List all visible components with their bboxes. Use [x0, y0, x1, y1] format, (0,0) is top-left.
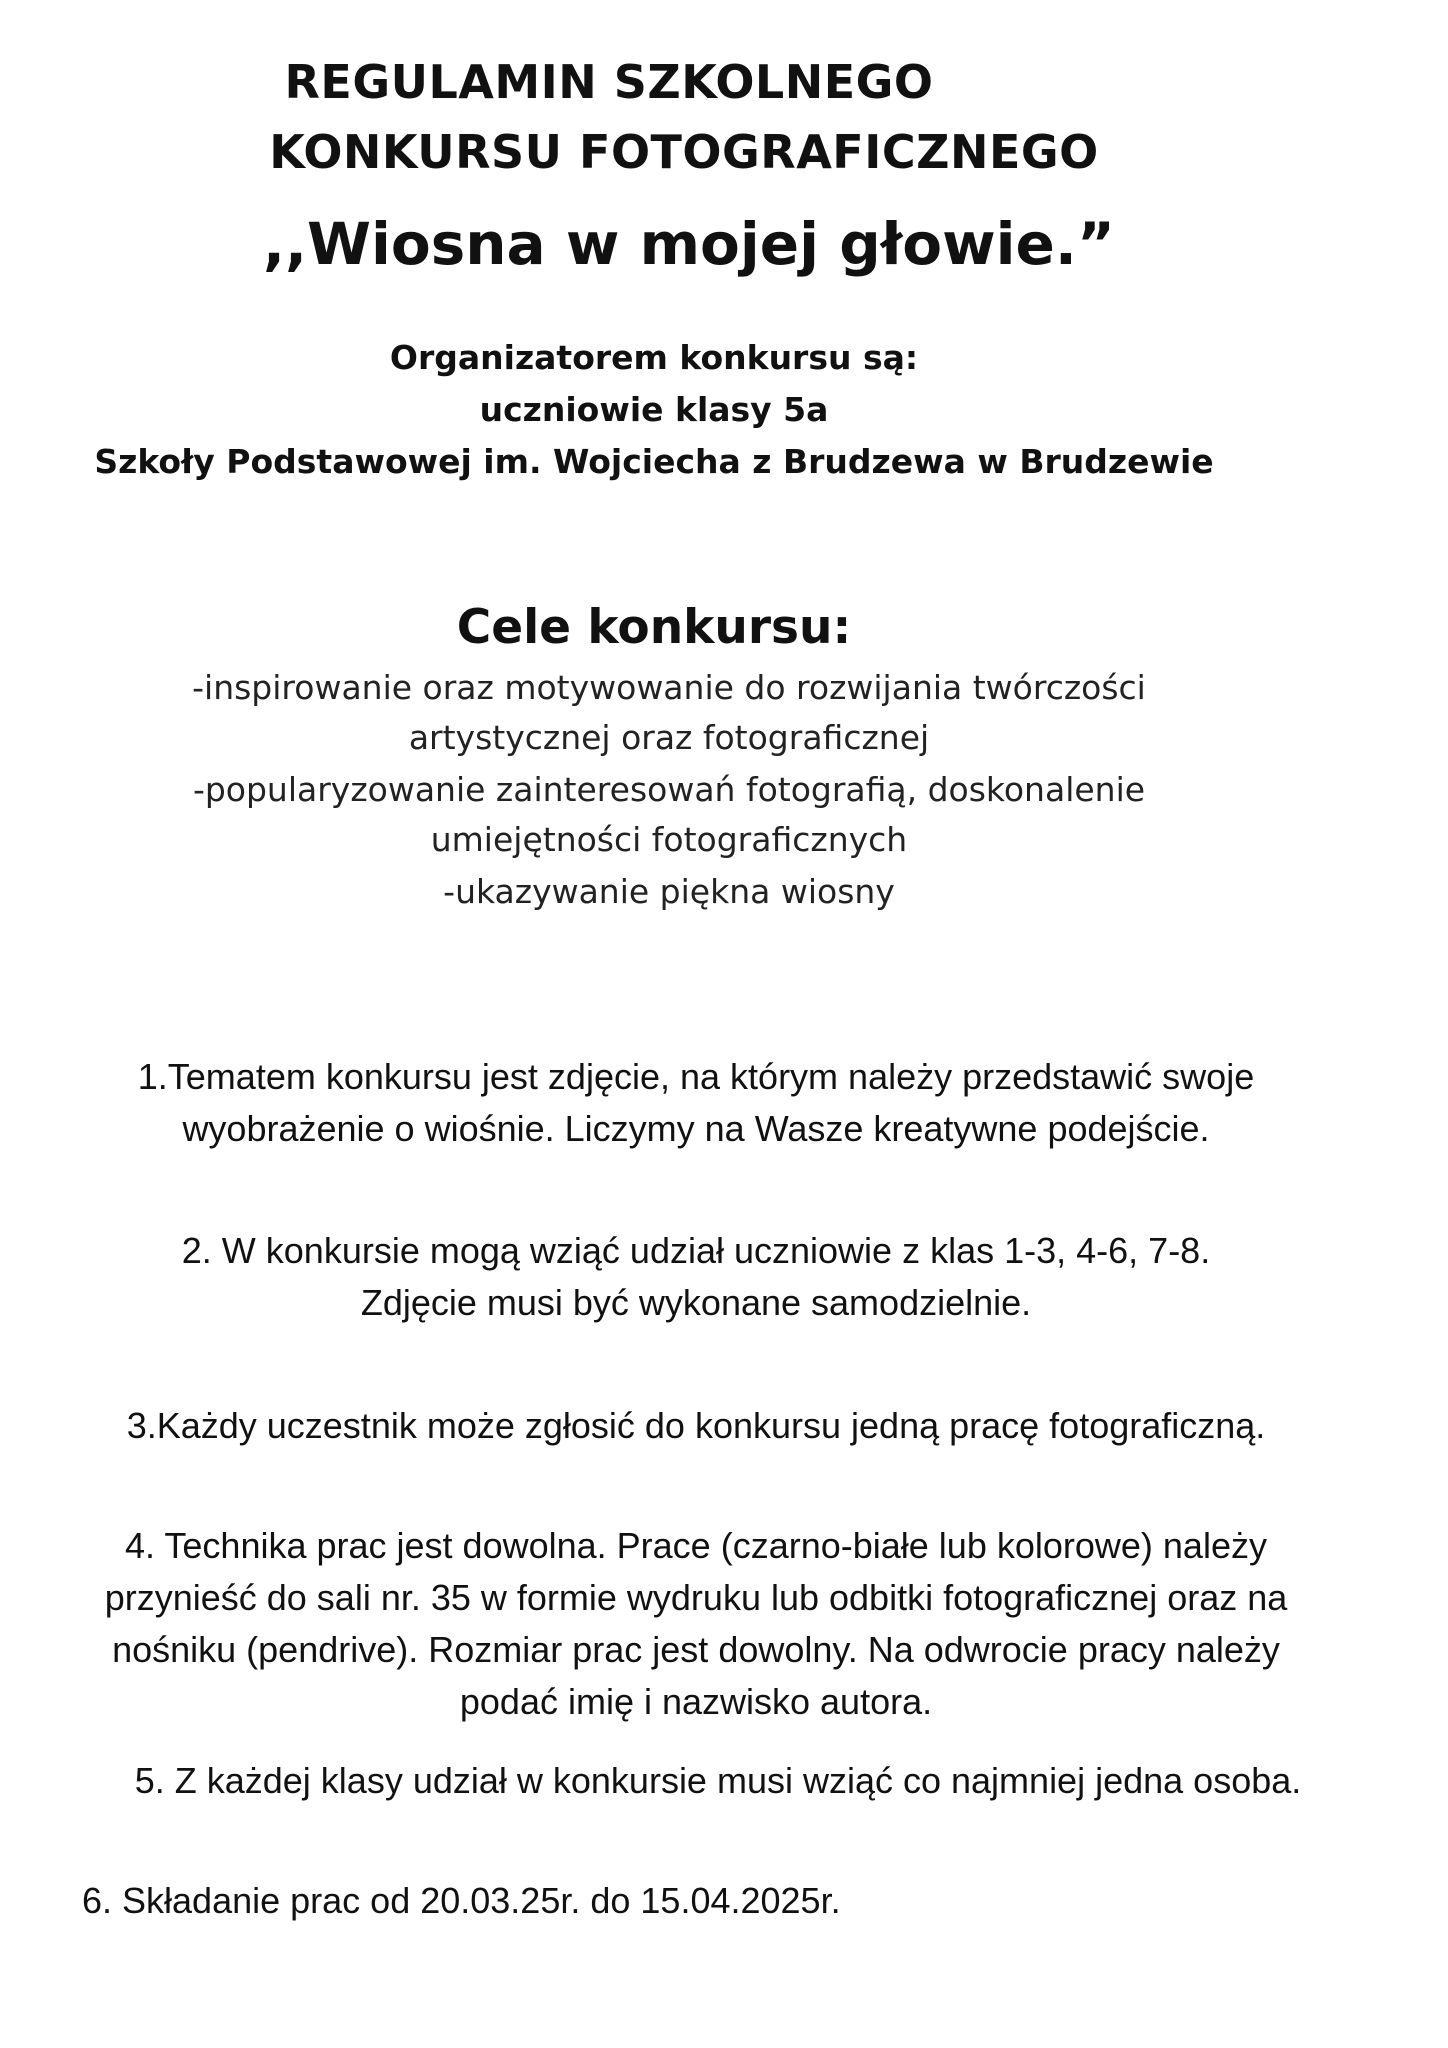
goal-line: -popularyzowanie zainteresowań fotografią, doskonalenie	[192, 770, 1146, 809]
rule-4-line: podać imię i nazwisko autora.	[459, 1681, 933, 1722]
goals-heading: Cele konkursu:	[456, 600, 852, 655]
rule-4-line: 4. Technika prac jest dowolna. Prace (czarno-białe lub kolorowe) należy	[125, 1525, 1267, 1566]
title-line-1: REGULAMIN SZKOLNEGO	[284, 55, 934, 109]
rule-1-line: 1.Tematem konkursu jest zdjęcie, na którym należy przedstawić swoje	[137, 1056, 1255, 1097]
rule-3-line: 3.Każdy uczestnik może zgłosić do konkursu jedną pracę fotograficzną.	[126, 1405, 1266, 1446]
rule-2-line: 2. W konkursie mogą wziąć udział uczniowie z klas 1-3, 4-6, 7-8.	[181, 1230, 1211, 1271]
contest-motto: ,,Wiosna w mojej głowie.”	[262, 210, 1116, 278]
title-line-2: KONKURSU FOTOGRAFICZNEGO	[269, 125, 1099, 179]
rule-6-line: 6. Składanie prac od 20.03.25r. do 15.04.2025r.	[82, 1880, 841, 1921]
rule-4-line: nośniku (pendrive). Rozmiar prac jest dowolny. Na odwrocie pracy należy	[112, 1629, 1280, 1670]
goal-line: -inspirowanie oraz motywowanie do rozwijania twórczości	[192, 668, 1146, 707]
rule-2-line: Zdjęcie musi być wykonane samodzielnie.	[360, 1282, 1032, 1323]
rule-5-line: 5. Z każdej klasy udział w konkursie musi wziąć co najmniej jedna osoba.	[134, 1760, 1302, 1801]
goal-line: -ukazywanie piękna wiosny	[443, 872, 895, 911]
organizer-line-3: Szkoły Podstawowej im. Wojciecha z Brudzewa w Brudzewie	[94, 442, 1214, 481]
organizer-line-1: Organizatorem konkursu są:	[389, 338, 919, 377]
rule-1-line: wyobrażenie o wiośnie. Liczymy na Wasze kreatywne podejście.	[182, 1108, 1210, 1149]
rule-4-line: przynieść do sali nr. 35 w formie wydruku lub odbitki fotograficznej oraz na	[104, 1577, 1288, 1618]
organizer-line-2: uczniowie klasy 5a	[479, 390, 829, 429]
goal-line: umiejętności fotograficznych	[430, 820, 908, 859]
goal-line: artystycznej oraz fotograficznej	[408, 718, 930, 757]
